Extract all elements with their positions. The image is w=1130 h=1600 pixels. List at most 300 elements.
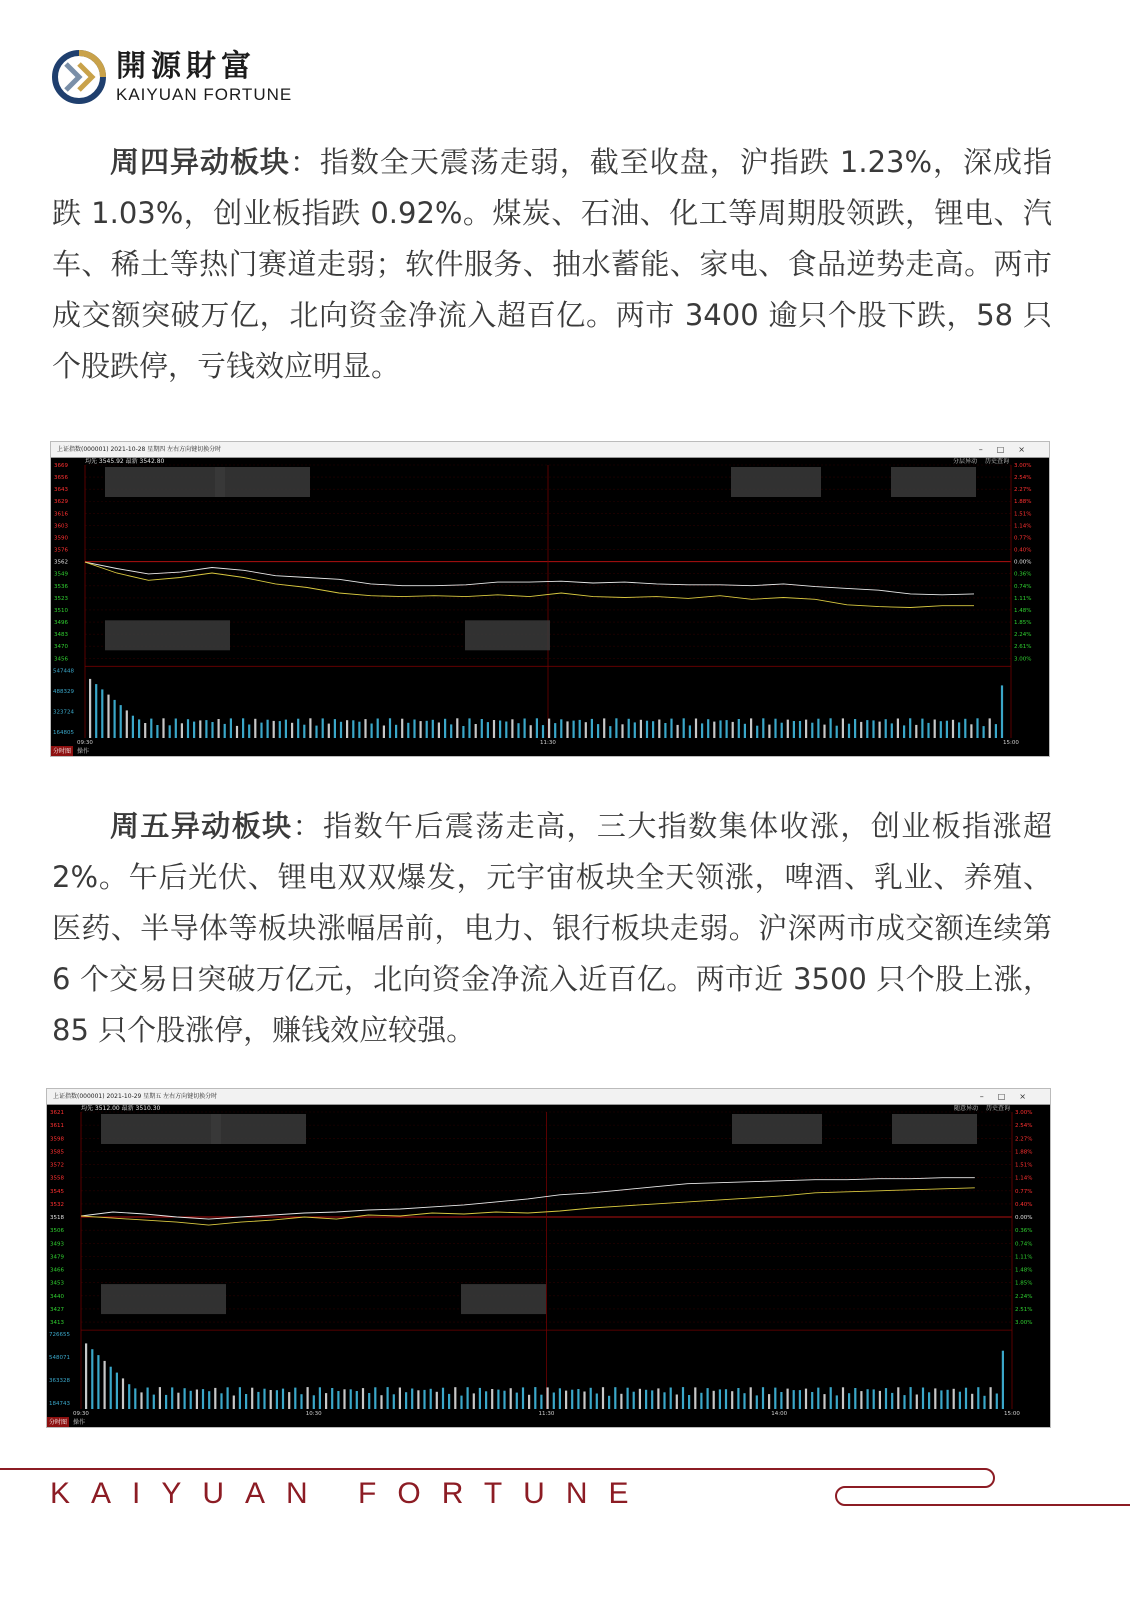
volume-bar	[126, 710, 128, 738]
volume-bar	[319, 1387, 321, 1409]
right-axis-label: 0.40%	[1015, 1201, 1033, 1208]
left-axis-label: 3669	[54, 463, 68, 469]
volume-bar	[965, 1388, 967, 1409]
volume-bar	[732, 722, 734, 738]
volume-bar	[585, 722, 587, 738]
right-axis-label: 0.36%	[1015, 1228, 1033, 1235]
window-controls[interactable]: –□×	[979, 1092, 1040, 1101]
volume-bar	[303, 725, 305, 738]
volume-bar	[620, 1394, 622, 1409]
volume-bar	[307, 1387, 309, 1409]
volume-bar	[823, 725, 825, 738]
volume-bar	[645, 1390, 647, 1409]
volume-bar	[848, 724, 850, 738]
time-axis-label: 09:30	[73, 1411, 89, 1417]
volume-bar	[953, 1389, 955, 1409]
left-axis-label: 3629	[54, 499, 68, 506]
volume-bar	[199, 720, 201, 738]
volume-bar	[738, 719, 740, 738]
volume-bar	[236, 726, 238, 738]
volume-bar	[897, 1387, 899, 1409]
volume-bar	[639, 1389, 641, 1409]
volume-bar	[411, 1389, 413, 1410]
volume-bar	[817, 719, 819, 738]
volume-bar	[291, 723, 293, 738]
volume-bar	[713, 722, 715, 738]
volume-bar	[867, 1389, 869, 1409]
volume-bar	[805, 720, 807, 738]
window-controls[interactable]: –□×	[978, 445, 1039, 454]
left-axis-label: 3562	[54, 559, 68, 566]
volume-bar	[534, 1387, 536, 1409]
volume-bar	[153, 1395, 155, 1409]
volume-bar	[432, 720, 434, 738]
volume-bar	[279, 721, 281, 738]
left-axis-label: 3585	[50, 1149, 64, 1156]
right-axis-label: 0.00%	[1014, 559, 1032, 566]
volume-bar	[658, 720, 660, 739]
volume-bar	[842, 1387, 844, 1409]
volume-bar	[407, 723, 409, 738]
volume-bar	[448, 1394, 450, 1409]
volume-bar	[116, 1373, 118, 1410]
friday-paragraph	[52, 801, 1052, 1056]
friday-body: ：指数午后震荡走高，三大指数集体收涨，创业板指涨超 2%。午后光伏、锂电双双爆发，元宇宙板块全天领涨，啤酒、乳业、养殖、医药、半导体等板块涨幅居前，电力、银行板块走弱。沪深两市成交额连续第 6 个交易日突破万亿元，北向资金净流入近百亿。两市近 3500 只个股上涨，85 只个股涨停，赚钱效应较强。	[52, 809, 1052, 1047]
volume-bar	[976, 718, 978, 738]
volume-bar	[830, 1387, 832, 1409]
right-axis-label: 1.88%	[1014, 499, 1032, 506]
volume-bar	[995, 724, 997, 738]
volume-bar	[683, 718, 685, 738]
right-axis-label: 2.24%	[1015, 1293, 1033, 1300]
volume-bar	[591, 719, 593, 738]
volume-bar	[774, 1388, 776, 1409]
logo-chinese-name: 開源財富	[116, 48, 256, 84]
volume-bar	[270, 1390, 272, 1409]
left-axis-label: 3523	[54, 595, 68, 602]
right-axis-label: 0.36%	[1014, 571, 1032, 578]
left-axis-label: 3496	[54, 620, 68, 627]
volume-bar	[628, 719, 630, 738]
volume-bar	[670, 1388, 672, 1410]
volume-bar	[503, 1391, 505, 1409]
volume-bar	[177, 1393, 179, 1409]
volume-bar	[737, 1388, 739, 1409]
volume-bar	[517, 723, 519, 738]
volume-bar	[251, 1388, 253, 1409]
volume-bar	[202, 1389, 204, 1409]
volume-bar	[768, 725, 770, 738]
left-axis-label: 3413	[50, 1320, 64, 1327]
volume-bar	[583, 1392, 585, 1410]
volume-bar	[128, 1384, 130, 1409]
volume-bar	[450, 724, 452, 738]
volume-axis-label: 164805	[53, 730, 74, 736]
time-axis-label: 11:30	[540, 740, 556, 746]
volume-bar	[254, 719, 256, 738]
chart-window-title: 上证指数(000001) 2021-10-28 星期四 左右方向键切换分时	[57, 446, 222, 453]
left-axis-label: 3466	[50, 1267, 64, 1274]
volume-bar	[719, 1389, 721, 1409]
volume-bar	[701, 723, 703, 738]
volume-bar	[554, 723, 556, 738]
chart-window-titlebar	[51, 442, 1049, 458]
volume-bar	[553, 1393, 555, 1410]
volume-axis-label: 548071	[49, 1355, 70, 1362]
left-axis-label: 3576	[54, 547, 68, 554]
volume-bar	[823, 1394, 825, 1409]
volume-bar	[596, 1394, 598, 1410]
volume-bar	[934, 1388, 936, 1409]
right-axis-label: 0.74%	[1015, 1241, 1033, 1248]
volume-bar	[510, 1388, 512, 1409]
volume-bar	[383, 726, 385, 739]
volume-bar	[138, 719, 140, 738]
time-axis-label: 10:30	[305, 1411, 322, 1417]
right-axis-label: 1.51%	[1014, 511, 1032, 518]
volume-bar	[442, 1388, 444, 1409]
volume-bar	[313, 1395, 315, 1409]
volume-bar	[885, 1388, 887, 1409]
volume-bar	[140, 1392, 142, 1409]
right-axis-label: 2.54%	[1015, 1123, 1033, 1130]
footer-banner	[0, 1455, 1130, 1515]
friday-lead: 周五异动板块	[110, 809, 293, 843]
volume-bar	[640, 720, 642, 738]
volume-bar	[436, 1392, 438, 1409]
volume-bar	[85, 1343, 87, 1409]
volume-bar	[927, 723, 929, 738]
tab-label: 操作	[73, 1419, 86, 1426]
volume-bar	[297, 719, 299, 738]
volume-bar	[340, 722, 342, 738]
volume-bar	[485, 1391, 487, 1409]
volume-bar	[750, 1387, 752, 1409]
left-axis-label: 3616	[54, 511, 68, 518]
volume-bar	[224, 724, 226, 738]
volume-bar	[590, 1388, 592, 1409]
top-right-label: 随意异动	[954, 1105, 979, 1112]
volume-bar	[401, 719, 403, 738]
volume-bar	[444, 719, 446, 738]
volume-bar	[356, 1391, 358, 1409]
volume-bar	[233, 1396, 235, 1410]
event-annotation-box	[891, 467, 976, 497]
left-axis-label: 3506	[50, 1228, 64, 1235]
volume-bar	[325, 1393, 327, 1409]
volume-bar	[101, 689, 103, 738]
volume-bar	[787, 1389, 789, 1409]
tab-label: 操作	[77, 748, 90, 755]
volume-bar	[664, 723, 666, 738]
price-series-line	[81, 1188, 975, 1225]
volume-bar	[193, 722, 195, 738]
volume-bar	[374, 1387, 376, 1409]
volume-bar	[184, 1388, 186, 1409]
volume-bar	[573, 721, 575, 738]
time-axis-label: 14:00	[771, 1411, 788, 1417]
volume-bar	[934, 720, 936, 739]
volume-bar	[854, 719, 856, 738]
volume-bar	[744, 724, 746, 738]
volume-bar	[713, 1391, 715, 1409]
volume-bar	[337, 1391, 339, 1409]
volume-bar	[597, 724, 599, 738]
volume-bar	[762, 1387, 764, 1409]
tab-label: 分时图	[49, 1419, 68, 1426]
volume-bar	[399, 1388, 401, 1410]
volume-bar	[657, 1388, 659, 1409]
volume-bar	[977, 1387, 979, 1409]
thursday-intraday-chart	[50, 441, 1050, 757]
volume-bar	[300, 1394, 302, 1409]
volume-bar	[505, 722, 507, 739]
right-axis-label: 1.48%	[1015, 1267, 1033, 1274]
volume-bar	[524, 719, 526, 739]
volume-bar	[700, 1393, 702, 1409]
time-axis-label: 09:30	[77, 740, 93, 746]
volume-bar	[719, 720, 721, 738]
volume-bar	[940, 721, 942, 738]
right-axis-label: 1.51%	[1015, 1162, 1033, 1169]
price-readout: 均先 3512.00 最新 3510.30	[81, 1105, 161, 1112]
volume-bar	[836, 1395, 838, 1409]
volume-bar	[990, 1387, 992, 1409]
right-axis-label: 1.11%	[1014, 595, 1032, 602]
volume-bar	[420, 721, 422, 738]
volume-bar	[571, 1390, 573, 1409]
left-axis-label: 3510	[54, 607, 68, 614]
volume-bar	[799, 1390, 801, 1409]
volume-bar	[430, 1389, 432, 1409]
top-right-label: 历史查询	[985, 458, 1010, 465]
right-axis-label: 3.00%	[1015, 1320, 1033, 1327]
event-annotation-box	[101, 1114, 221, 1144]
volume-bar	[273, 721, 275, 738]
volume-bar	[322, 718, 324, 738]
volume-bar	[885, 719, 887, 738]
right-axis-label: 1.11%	[1015, 1254, 1033, 1261]
price-series-line	[85, 562, 974, 607]
volume-bar	[460, 1396, 462, 1409]
right-axis-label: 0.00%	[1015, 1215, 1033, 1222]
volume-bar	[230, 718, 232, 738]
volume-bar	[560, 719, 562, 738]
volume-bar	[328, 724, 330, 738]
left-axis-label: 3643	[54, 487, 68, 494]
volume-bar	[162, 718, 164, 738]
left-axis-label: 3656	[54, 475, 68, 482]
volume-bar	[921, 719, 923, 738]
volume-bar	[940, 1390, 942, 1409]
volume-bar	[983, 1396, 985, 1409]
right-axis-label: 2.24%	[1014, 632, 1032, 639]
volume-bar	[909, 718, 911, 738]
left-axis-label: 3603	[54, 523, 68, 530]
volume-bar	[462, 726, 464, 738]
volume-bar	[331, 1388, 333, 1409]
right-axis-label: 0.74%	[1014, 583, 1032, 590]
volume-bar	[621, 724, 623, 738]
volume-bar	[781, 723, 783, 738]
volume-bar	[971, 1394, 973, 1409]
volume-bar	[120, 705, 122, 738]
volume-bar	[651, 1390, 653, 1409]
volume-bar	[677, 725, 679, 738]
volume-bar	[276, 1390, 278, 1409]
right-axis-label: 1.14%	[1014, 523, 1032, 530]
volume-bar	[104, 1361, 106, 1409]
volume-bar	[811, 723, 813, 738]
volume-bar	[156, 725, 158, 738]
right-axis-label: 3.00%	[1015, 1110, 1033, 1116]
event-annotation-box	[461, 1284, 546, 1314]
right-axis-label: 0.40%	[1014, 547, 1032, 554]
volume-bar	[1001, 685, 1003, 738]
tab-label: 分时图	[53, 748, 72, 755]
volume-bar	[731, 1391, 733, 1409]
volume-bar	[377, 719, 379, 739]
volume-bar	[989, 718, 991, 738]
volume-axis-label: 363328	[49, 1378, 70, 1385]
volume-bar	[663, 1392, 665, 1409]
right-axis-label: 1.48%	[1014, 607, 1032, 614]
volume-axis-label: 726655	[49, 1332, 70, 1339]
left-axis-label: 3621	[50, 1110, 64, 1116]
thursday-paragraph	[52, 137, 1052, 392]
volume-bar	[263, 1389, 265, 1409]
chart-window-titlebar	[47, 1089, 1050, 1105]
volume-bar	[688, 1395, 690, 1409]
top-right-label: 分层异动	[953, 458, 978, 465]
event-annotation-box	[101, 1284, 226, 1314]
volume-bar	[343, 1389, 345, 1409]
volume-bar	[536, 718, 538, 738]
right-axis-label: 3.00%	[1014, 656, 1032, 663]
volume-bar	[646, 721, 648, 738]
left-axis-label: 3427	[50, 1306, 64, 1313]
right-axis-label: 1.85%	[1014, 620, 1032, 627]
volume-bar	[456, 718, 458, 738]
volume-bar	[181, 723, 183, 738]
kaiyuan-logo-icon	[52, 50, 106, 104]
price-series-line	[85, 562, 974, 595]
volume-bar	[220, 1393, 222, 1409]
volume-bar	[922, 1388, 924, 1410]
event-annotation-box	[731, 467, 821, 497]
volume-bar	[566, 721, 568, 738]
volume-bar	[257, 1392, 259, 1409]
volume-bar	[165, 1395, 167, 1409]
volume-bar	[970, 724, 972, 738]
volume-bar	[169, 725, 171, 738]
logo-english-name: KAIYUAN FORTUNE	[116, 84, 293, 104]
volume-bar	[958, 722, 960, 738]
volume-bar	[150, 719, 152, 738]
volume-bar	[288, 1392, 290, 1409]
volume-bar	[315, 726, 317, 738]
right-axis-label: 0.77%	[1014, 535, 1032, 542]
left-axis-label: 3456	[54, 656, 68, 663]
time-axis-label: 15:00	[1003, 740, 1019, 746]
volume-bar	[787, 720, 789, 738]
volume-bar	[542, 725, 544, 738]
volume-bar	[633, 1392, 635, 1409]
volume-bar	[891, 1393, 893, 1409]
volume-bar	[848, 1393, 850, 1409]
volume-bar	[528, 1395, 530, 1409]
volume-bar	[964, 719, 966, 738]
left-axis-label: 3518	[50, 1215, 64, 1222]
volume-bar	[475, 724, 477, 738]
intraday-chart-svg	[51, 457, 1049, 756]
volume-bar	[260, 723, 262, 738]
volume-bar	[903, 725, 905, 738]
volume-bar	[171, 1387, 173, 1409]
volume-bar	[615, 718, 617, 738]
volume-bar	[211, 722, 213, 738]
volume-bar	[603, 718, 605, 738]
left-axis-label: 3483	[54, 632, 68, 639]
left-axis-label: 3532	[50, 1201, 64, 1208]
volume-bar	[205, 720, 207, 738]
volume-bar	[725, 1389, 727, 1409]
volume-axis-label: 323724	[53, 709, 74, 716]
right-axis-label: 1.88%	[1015, 1149, 1033, 1156]
volume-bar	[473, 1393, 475, 1409]
volume-bar	[793, 721, 795, 738]
volume-bar	[608, 1396, 610, 1409]
volume-bar	[481, 719, 483, 738]
volume-bar	[946, 721, 948, 738]
volume-bar	[380, 1395, 382, 1409]
volume-bar	[95, 684, 97, 738]
volume-bar	[245, 1394, 247, 1409]
event-annotation-box	[105, 620, 230, 650]
volume-bar	[780, 1392, 782, 1409]
event-annotation-box	[211, 1114, 306, 1144]
volume-bar	[147, 1388, 149, 1410]
volume-bar	[928, 1392, 930, 1409]
volume-axis-label: 184743	[49, 1401, 70, 1407]
volume-bar	[530, 725, 532, 738]
volume-bar	[565, 1391, 567, 1409]
volume-bar	[996, 1394, 998, 1410]
volume-bar	[114, 700, 116, 738]
volume-bar	[609, 726, 611, 738]
volume-bar	[371, 724, 373, 739]
volume-bar	[350, 1389, 352, 1409]
volume-bar	[395, 725, 397, 738]
event-annotation-box	[892, 1114, 977, 1144]
volume-bar	[879, 722, 881, 738]
volume-bar	[110, 1367, 112, 1409]
volume-bar	[491, 1389, 493, 1409]
volume-bar	[805, 1389, 807, 1409]
volume-bar	[548, 719, 550, 738]
volume-bar	[405, 1392, 407, 1409]
right-axis-label: 3.00%	[1014, 463, 1032, 469]
volume-bar	[577, 1389, 579, 1409]
volume-bar	[175, 719, 177, 739]
volume-bar	[144, 723, 146, 738]
right-axis-label: 2.61%	[1014, 644, 1032, 651]
volume-bar	[516, 1393, 518, 1409]
volume-bar	[540, 1395, 542, 1409]
volume-bar	[208, 1391, 210, 1409]
volume-bar	[983, 726, 985, 738]
intraday-chart-svg	[47, 1104, 1050, 1427]
